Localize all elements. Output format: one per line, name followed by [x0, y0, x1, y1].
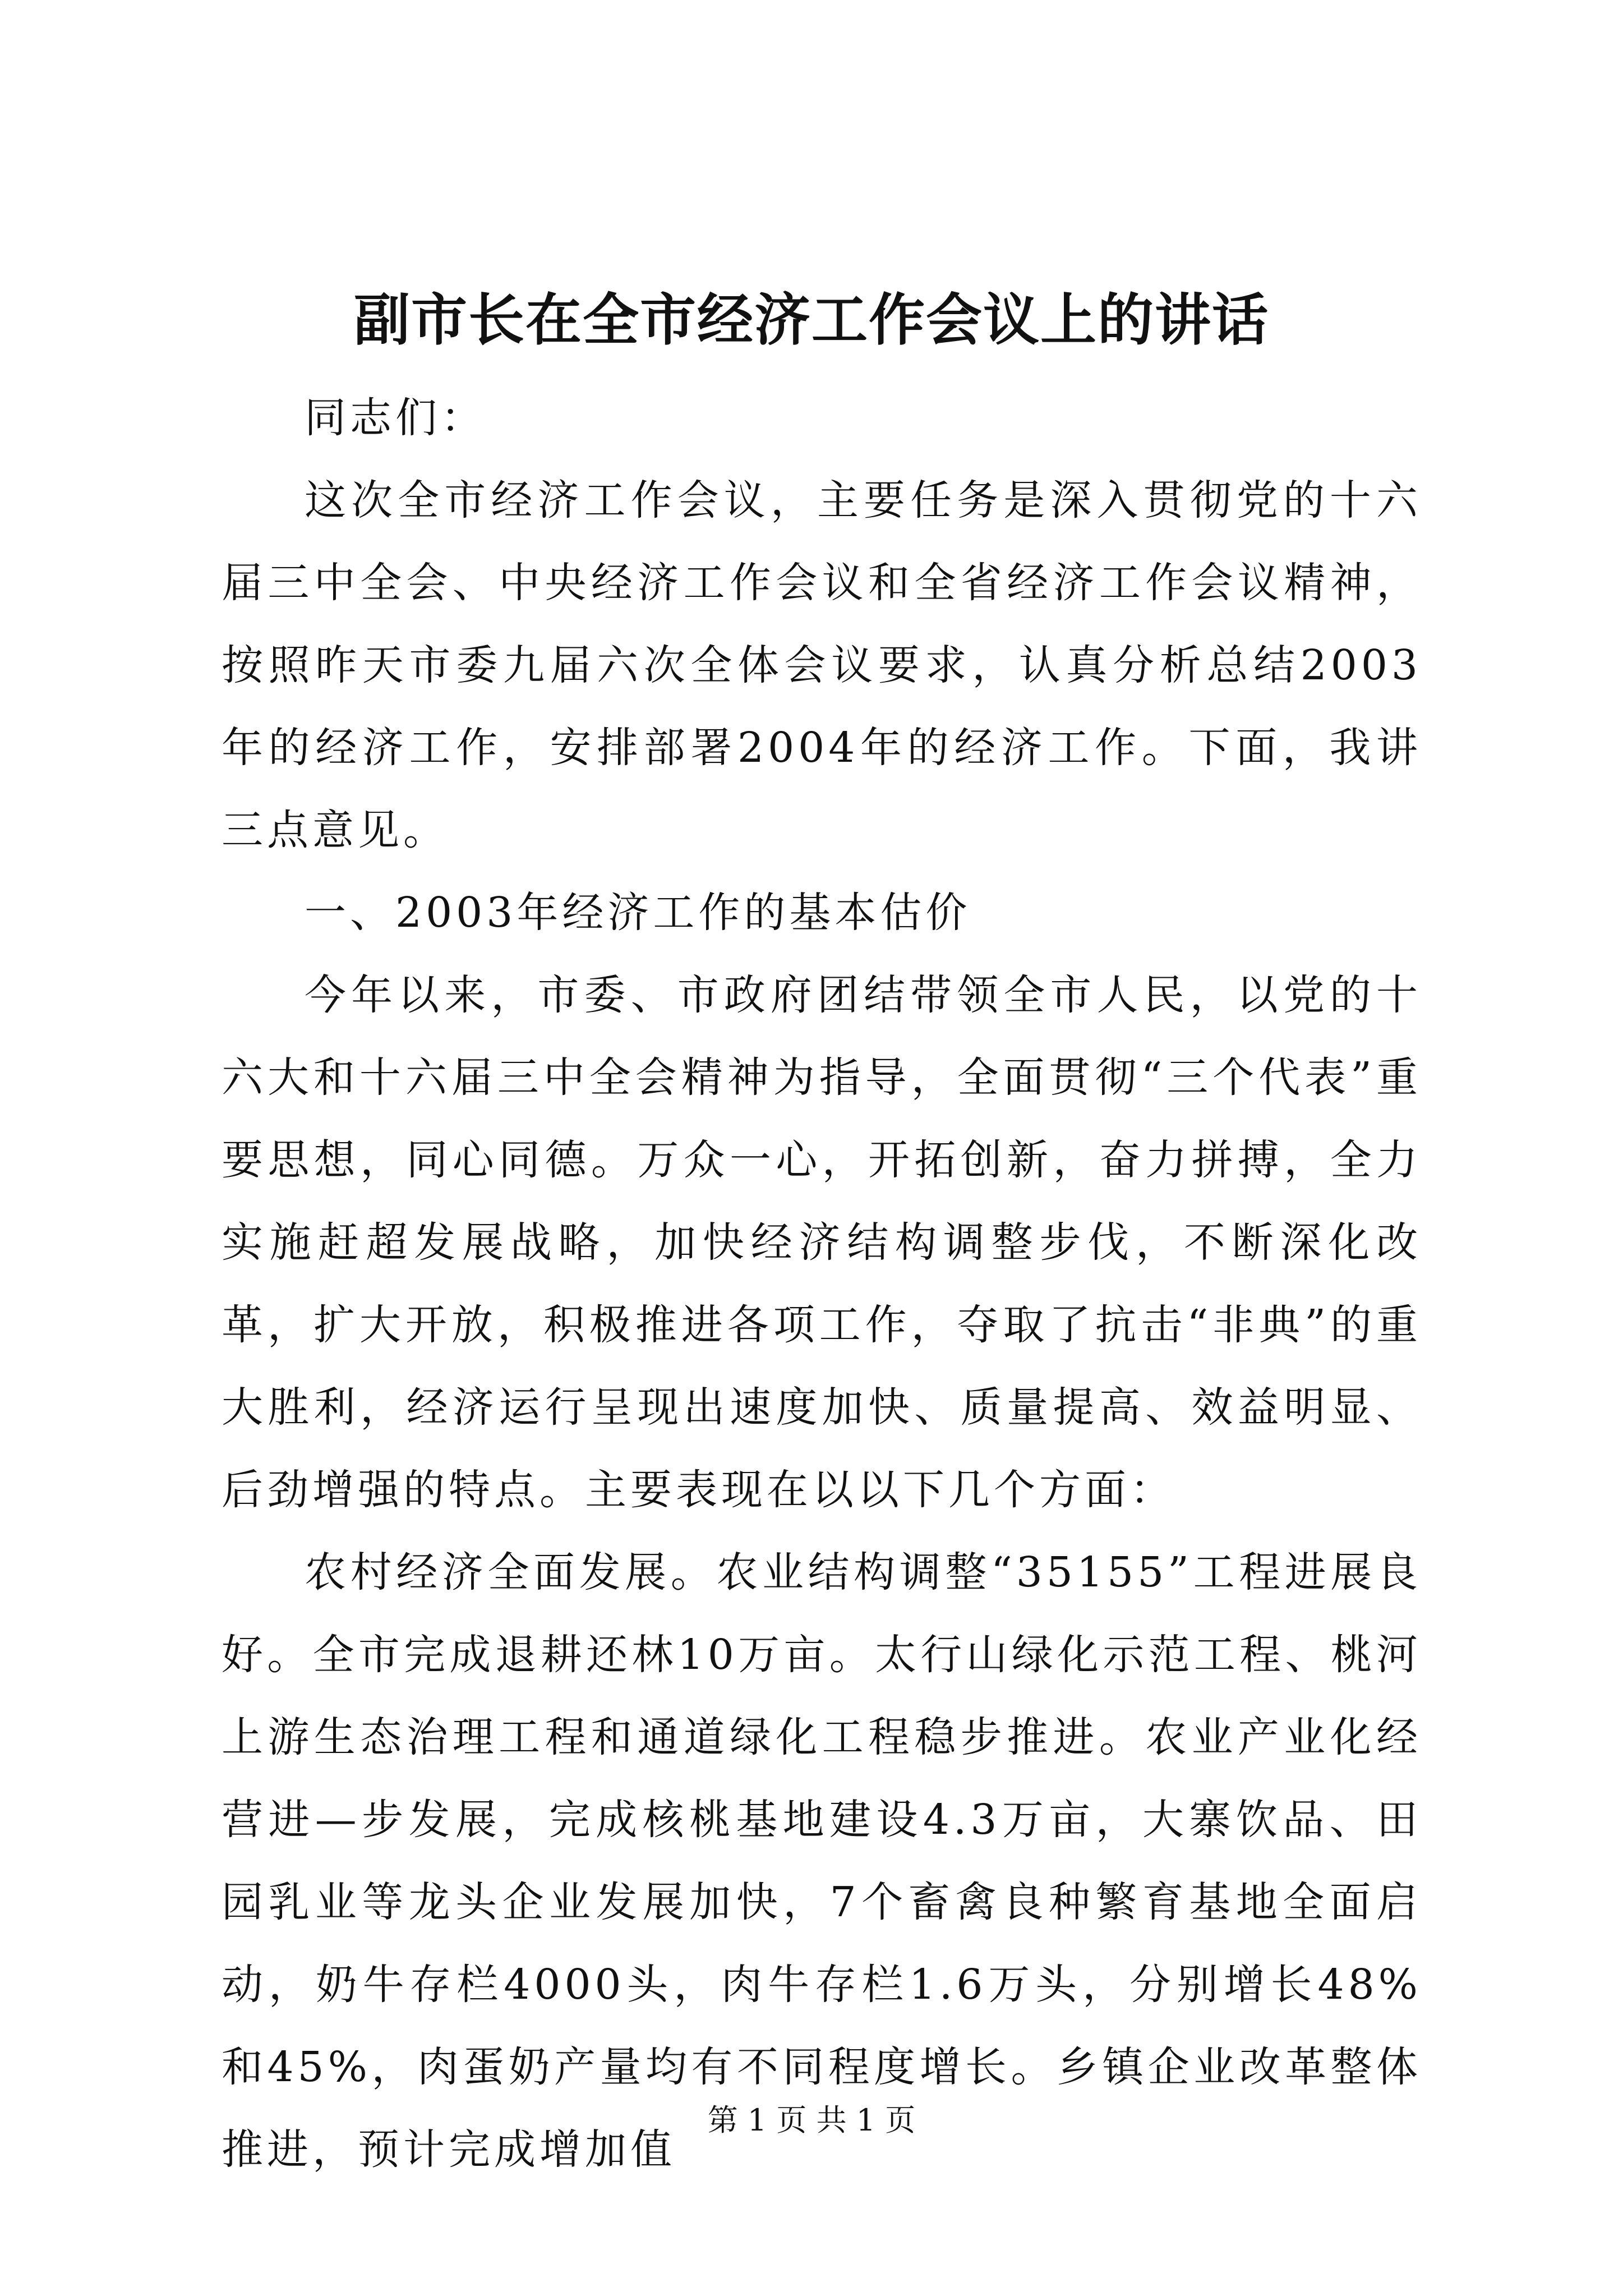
paragraph-overview: 今年以来，市委、市政府团结带领全市人民，以党的十六大和十六届三中全会精神为指导，全面贯彻“三个代表”重要思想，同心同德。万众一心，开拓创新，奋力拼搏，全力实施赶超发展战略，加快经济结构调整步伐，不断深化改革，扩大开放，积极推进各项工作，夺取了抗击“非典”的重大胜利，经济运行呈现出速度加快、质量提高、效益明显、后劲增强的特点。主要表现在以以下几个方面： — [222, 971, 1422, 1514]
document-title: 副市长在全市经济工作会议上的讲话 — [354, 287, 1269, 353]
paragraph-intro: 这次全市经济工作会议，主要任务是深入贯彻党的十六届三中全会、中央经济工作会议和全省经济工作会议精神，按照昨天市委九届六次全体会议要求，认真分析总结2003年的经济工作，安排部署2004年的经济工作。下面，我讲三点意见。 — [222, 476, 1422, 854]
section-heading: 一、2003年经济工作的基本估价 — [305, 889, 971, 937]
paragraph-rural-economy: 农村经济全面发展。农业结构调整“35155”工程进展良好。全市完成退耕还林10万亩。太行山绿化示范工程、桃河上游生态治理工程和通道绿化工程稳步推进。农业产业化经营进—步发展，完成核桃基地建设4.3万亩，大寨饮品、田园乳业等龙头企业发展加快，7个畜禽良种繁育基地全面启动，奶牛存栏4000头，肉牛存栏1.6万头，分别增长48%和45%，肉蛋奶产量均有不同程度增长。乡镇企业改革整体推进，预计完成增加值 — [222, 1548, 1422, 2174]
salutation: 同志们： — [305, 394, 486, 442]
page-number-footer: 第 1 页 共 1 页 — [707, 2102, 916, 2138]
document-body — [222, 377, 1422, 2191]
